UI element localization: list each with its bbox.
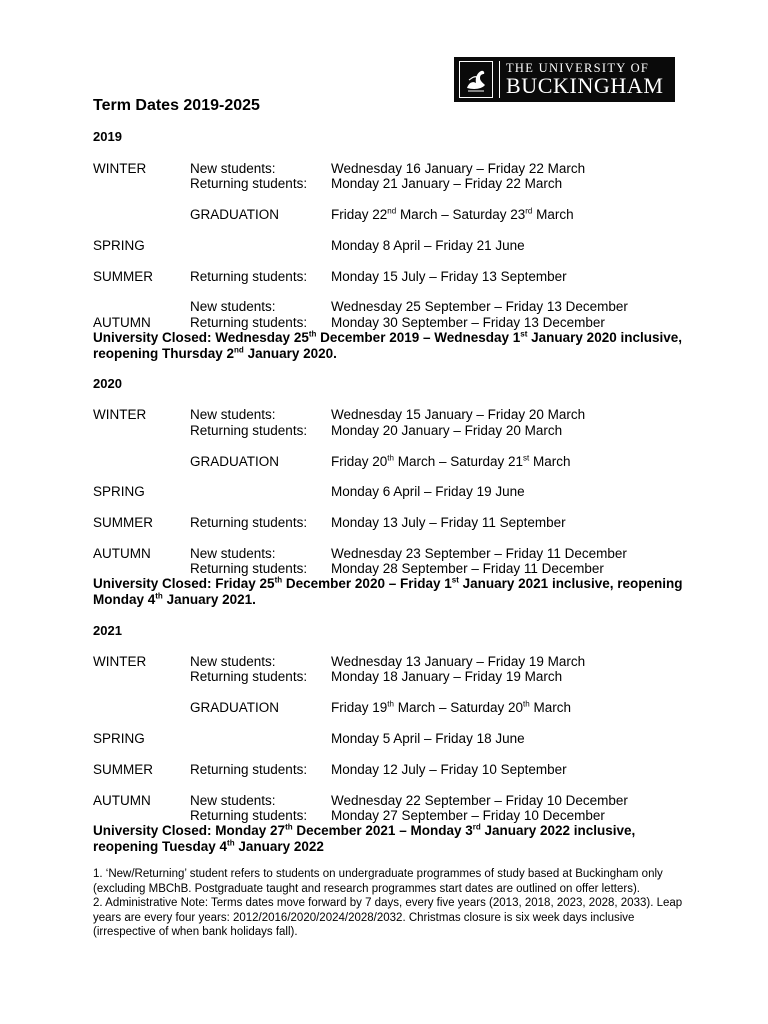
- logo-divider: [499, 61, 500, 98]
- student-type-label: Returning students:: [190, 808, 308, 823]
- term-dates: Monday 28 September – Friday 11 December: [331, 561, 604, 576]
- term-label-summer: SUMMER: [93, 515, 153, 530]
- term-dates: Monday 21 January – Friday 22 March: [331, 176, 563, 191]
- term-dates: Monday 20 January – Friday 20 March: [331, 423, 563, 438]
- student-type-label: Returning students:: [190, 515, 308, 530]
- footnotes: [93, 867, 683, 940]
- student-type-label: Returning students:: [190, 423, 308, 438]
- year-heading-2019: 2019: [93, 129, 122, 144]
- term-dates: Monday 30 September – Friday 13 December: [331, 315, 605, 330]
- term-dates: Monday 12 July – Friday 10 September: [331, 762, 567, 777]
- student-type-label: Returning students:: [190, 669, 308, 684]
- term-label-summer: SUMMER: [93, 762, 153, 777]
- year-heading-2021: 2021: [93, 623, 122, 638]
- term-dates: Wednesday 15 January – Friday 20 March: [331, 407, 586, 422]
- student-type-label: New students:: [190, 299, 276, 314]
- graduation-dates: Friday 22nd March – Saturday 23rd March: [331, 206, 574, 222]
- student-type-label: Returning students:: [190, 561, 308, 576]
- swan-crest-icon: [459, 61, 493, 98]
- graduation-dates: Friday 19th March – Saturday 20th March: [331, 699, 571, 715]
- year-heading-2020: 2020: [93, 376, 122, 391]
- closure-notice: University Closed: Friday 25th December 2020 – Friday 1st January 2021 inclusive, reopening Monday 4th January 2021.: [93, 575, 683, 607]
- term-label-autumn: AUTUMN: [93, 315, 151, 330]
- term-dates: Monday 6 April – Friday 19 June: [331, 484, 525, 499]
- term-dates: Monday 13 July – Friday 11 September: [331, 515, 566, 530]
- student-type-label: New students:: [190, 793, 276, 808]
- term-dates: Monday 8 April – Friday 21 June: [331, 238, 525, 253]
- logo-line2: BUCKINGHAM: [506, 73, 664, 99]
- term-label-spring: SPRING: [93, 238, 145, 253]
- term-label-winter: WINTER: [93, 407, 147, 422]
- student-type-label: Returning students:: [190, 176, 308, 191]
- graduation-label: GRADUATION: [190, 454, 280, 469]
- closure-notice: University Closed: Monday 27th December 2021 – Monday 3rd January 2022 inclusive, reopening Tuesday 4th January 2022: [93, 822, 636, 854]
- student-type-label: Returning students:: [190, 269, 308, 284]
- graduation-label: GRADUATION: [190, 207, 280, 222]
- graduation-dates: Friday 20th March – Saturday 21st March: [331, 453, 571, 469]
- term-dates: Monday 15 July – Friday 13 September: [331, 269, 567, 284]
- footnote-2: 2. Administrative Note: Terms dates move forward by 7 days, every five years (2013, 2018, 2023, 2028, 2033). Leap years are every four years: 2012/2016/2020/2024/2028/2032. Christmas closure is six week days inclusive (irrespective of when bank holidays fall).: [93, 897, 683, 938]
- student-type-label: New students:: [190, 407, 276, 422]
- footnote-1: 1. ‘New/Returning’ student refers to students on undergraduate programmes of study based at Buckingham only (excluding MBChB. Postgraduate taught and research programmes start dates are outlined on offer letters).: [93, 868, 663, 895]
- term-dates: Wednesday 16 January – Friday 22 March: [331, 161, 586, 176]
- student-type-label: Returning students:: [190, 762, 308, 777]
- term-dates: Monday 18 January – Friday 19 March: [331, 669, 563, 684]
- logo-line1: THE UNIVERSITY OF: [506, 60, 650, 75]
- term-dates: Wednesday 13 January – Friday 19 March: [331, 654, 586, 669]
- term-dates: Wednesday 25 September – Friday 13 December: [331, 299, 628, 314]
- student-type-label: New students:: [190, 546, 276, 561]
- term-dates: Monday 5 April – Friday 18 June: [331, 731, 525, 746]
- term-label-autumn: AUTUMN: [93, 546, 151, 561]
- university-logo: [454, 57, 675, 102]
- term-dates: Wednesday 23 September – Friday 11 December: [331, 546, 627, 561]
- page-title: Term Dates 2019-2025: [93, 97, 260, 114]
- closure-notice: University Closed: Wednesday 25th December 2019 – Wednesday 1st January 2020 inclusive, reopening Thursday 2nd January 2020.: [93, 329, 682, 361]
- student-type-label: New students:: [190, 654, 276, 669]
- term-label-summer: SUMMER: [93, 269, 153, 284]
- term-dates: Monday 27 September – Friday 10 December: [331, 808, 605, 823]
- term-label-spring: SPRING: [93, 731, 145, 746]
- term-label-autumn: AUTUMN: [93, 793, 151, 808]
- term-label-spring: SPRING: [93, 484, 145, 499]
- term-label-winter: WINTER: [93, 161, 147, 176]
- student-type-label: New students:: [190, 161, 276, 176]
- term-dates: Wednesday 22 September – Friday 10 December: [331, 793, 628, 808]
- student-type-label: Returning students:: [190, 315, 308, 330]
- graduation-label: GRADUATION: [190, 700, 280, 715]
- term-label-winter: WINTER: [93, 654, 147, 669]
